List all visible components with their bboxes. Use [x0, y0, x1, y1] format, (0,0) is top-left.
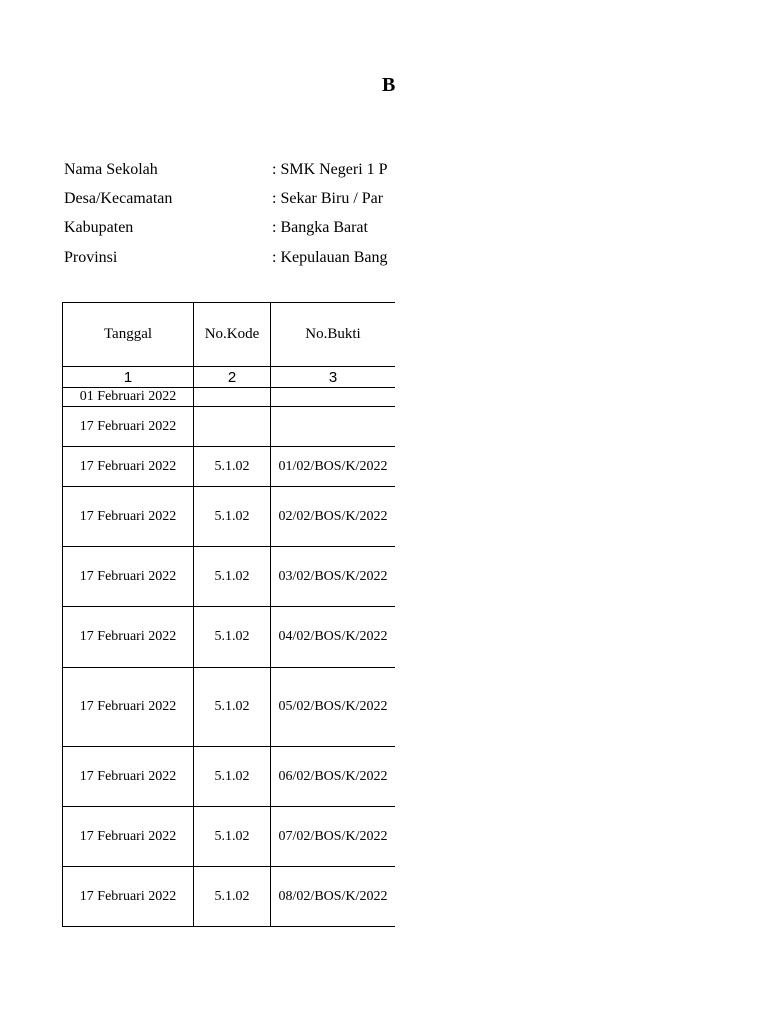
header-kode: No.Kode [194, 303, 271, 367]
cell-tanggal: 17 Februari 2022 [63, 807, 194, 867]
info-value: : Sekar Biru / Par [272, 190, 384, 207]
cell-kode: 5.1.02 [194, 747, 271, 807]
cell-bukti [271, 388, 396, 407]
info-value: : SMK Negeri 1 P [272, 161, 388, 178]
cell-tanggal: 17 Februari 2022 [63, 867, 194, 927]
cell-bukti: 08/02/BOS/K/2022 [271, 867, 396, 927]
cell-kode: 5.1.02 [194, 668, 271, 747]
cell-kode: 5.1.02 [194, 867, 271, 927]
document-title: B [382, 74, 395, 96]
cell-kode: 5.1.02 [194, 487, 271, 547]
cell-tanggal: 17 Februari 2022 [63, 407, 194, 447]
cell-bukti: 03/02/BOS/K/2022 [271, 547, 396, 607]
column-number: 2 [194, 367, 271, 388]
info-label: Nama Sekolah [64, 161, 158, 178]
cell-bukti: 05/02/BOS/K/2022 [271, 668, 396, 747]
cell-tanggal: 17 Februari 2022 [63, 547, 194, 607]
cell-tanggal: 17 Februari 2022 [63, 607, 194, 668]
cell-bukti: 07/02/BOS/K/2022 [271, 807, 396, 867]
info-label: Kabupaten [64, 219, 134, 236]
column-number: 3 [271, 367, 396, 388]
table-row [63, 668, 396, 747]
cell-kode: 5.1.02 [194, 447, 271, 487]
table-row [63, 807, 396, 867]
cell-tanggal: 17 Februari 2022 [63, 447, 194, 487]
table-row [63, 547, 396, 607]
cell-bukti: 02/02/BOS/K/2022 [271, 487, 396, 547]
table-row [63, 867, 396, 927]
header-row [63, 303, 396, 367]
info-value: : Kepulauan Bang [272, 249, 388, 266]
header-bukti: No.Bukti [271, 303, 396, 367]
table-row [63, 487, 396, 547]
cell-tanggal: 17 Februari 2022 [63, 668, 194, 747]
table-row [63, 607, 396, 668]
cell-tanggal: 17 Februari 2022 [63, 487, 194, 547]
table-row [63, 407, 396, 447]
cell-tanggal: 17 Februari 2022 [63, 747, 194, 807]
cell-bukti [271, 407, 396, 447]
header-tanggal: Tanggal [63, 303, 194, 367]
column-number: 1 [63, 367, 194, 388]
table-row [63, 388, 396, 407]
info-label: Desa/Kecamatan [64, 190, 173, 207]
column-number-row [63, 367, 396, 388]
cell-kode [194, 388, 271, 407]
cell-kode [194, 407, 271, 447]
info-label: Provinsi [64, 249, 118, 266]
table-row [63, 447, 396, 487]
cell-kode: 5.1.02 [194, 607, 271, 668]
cell-kode: 5.1.02 [194, 547, 271, 607]
info-value: : Bangka Barat [272, 219, 368, 236]
ledger-table [62, 302, 395, 927]
cell-bukti: 06/02/BOS/K/2022 [271, 747, 396, 807]
table-row [63, 747, 396, 807]
cell-bukti: 04/02/BOS/K/2022 [271, 607, 396, 668]
cell-bukti: 01/02/BOS/K/2022 [271, 447, 396, 487]
cell-tanggal: 01 Februari 2022 [63, 388, 194, 407]
cell-kode: 5.1.02 [194, 807, 271, 867]
